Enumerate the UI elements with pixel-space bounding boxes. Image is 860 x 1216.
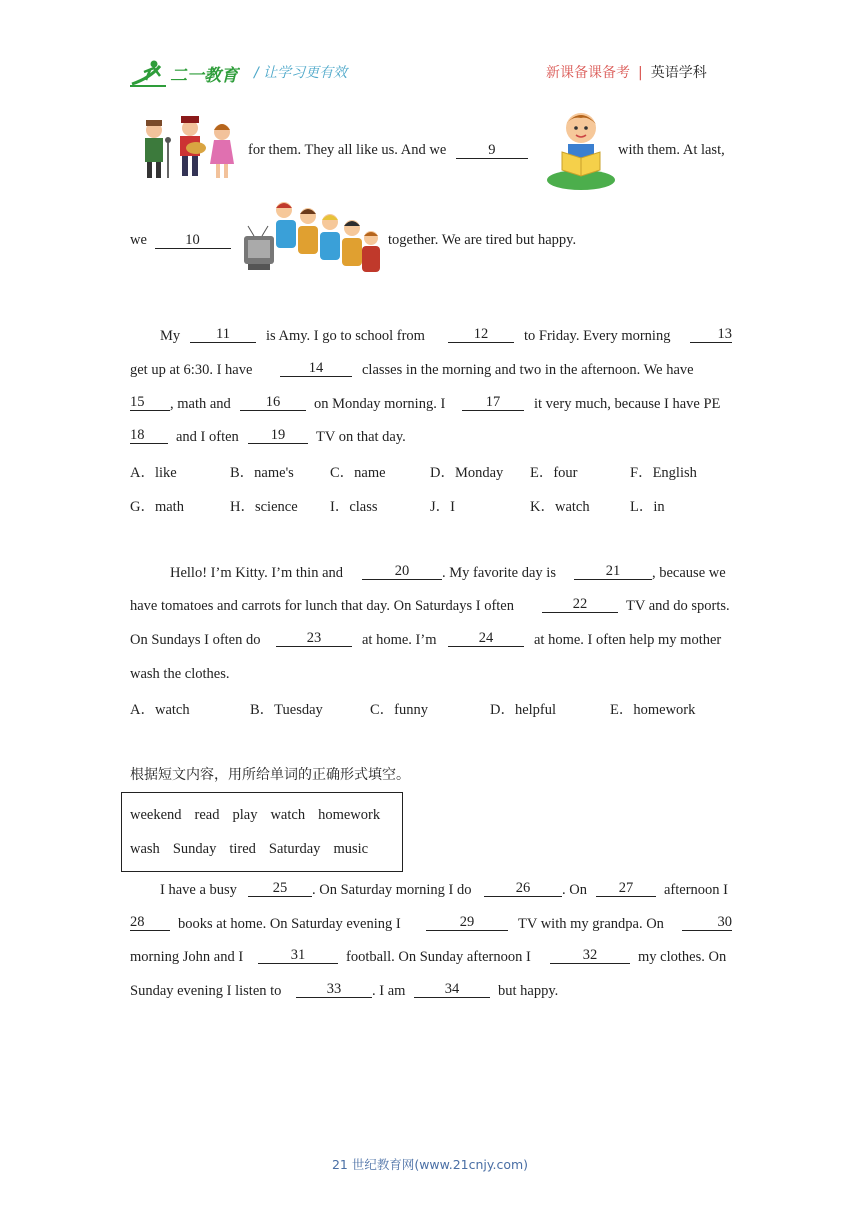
answer-blank-16[interactable]: 16: [240, 394, 306, 411]
story-text: together. We are tired but happy.: [388, 232, 577, 248]
passage-text: books at home. On Saturday evening I: [178, 916, 401, 932]
answer-blank-14[interactable]: 14: [280, 360, 352, 377]
word-bank-box: [121, 792, 403, 872]
option-item: B．Tuesday: [250, 702, 323, 718]
story-text: we: [130, 232, 147, 248]
story-line-2: [130, 230, 732, 250]
option-item: H．science: [230, 499, 298, 515]
answer-blank-32[interactable]: 32: [550, 947, 630, 964]
answer-blank-31[interactable]: 31: [258, 947, 338, 964]
header-course-label: 新课备课备考: [546, 65, 630, 81]
word-bank-item: play: [232, 807, 258, 823]
word-bank-row-2: [130, 841, 381, 858]
word-bank-item: tired: [229, 841, 256, 857]
answer-blank-13[interactable]: 13: [690, 326, 732, 343]
word-bank-item: music: [333, 841, 369, 857]
option-item: K．watch: [530, 499, 590, 515]
option-item: B．name's: [230, 465, 294, 481]
passage-text: My: [160, 328, 181, 344]
word-bank-item: Sunday: [172, 841, 217, 857]
word-bank-row-1: [130, 807, 393, 824]
instruction-text: 根据短文内容，用所给单词的正确形式填空。: [130, 767, 410, 783]
passage-text: . On Saturday morning I do: [312, 882, 472, 898]
passage-text: have tomatoes and carrots for lunch that day. On Saturdays I often: [130, 598, 514, 614]
passage-text: Sunday evening I listen to: [130, 983, 282, 999]
passage-text: TV and do sports.: [626, 598, 730, 614]
option-item: A．watch: [130, 702, 190, 718]
option-item: A．like: [130, 465, 177, 481]
answer-blank-24[interactable]: 24: [448, 630, 524, 647]
option-item: C．name: [330, 465, 386, 481]
option-item: L．in: [630, 499, 665, 515]
page-footer: 21 世纪教育网(www.21cnjy.com): [331, 1157, 529, 1172]
story-text: with them. At last,: [618, 142, 725, 158]
word-bank-item: read: [194, 807, 220, 823]
singing-children-image: [134, 112, 238, 182]
passage-text: TV with my grandpa. On: [518, 916, 664, 932]
answer-blank-22[interactable]: 22: [542, 596, 618, 613]
passage-text: TV on that day.: [316, 429, 406, 445]
answer-blank-28[interactable]: 28: [130, 914, 170, 931]
passage-text: morning John and I: [130, 949, 244, 965]
answer-blank-26[interactable]: 26: [484, 880, 562, 897]
passage-text: classes in the morning and two in the afternoon. We have: [362, 362, 694, 378]
answer-blank-17[interactable]: 17: [462, 394, 524, 411]
passage-text: at home. I often help my mother: [534, 632, 722, 648]
word-bank-item: homework: [318, 807, 381, 823]
answer-blank-19[interactable]: 19: [248, 427, 308, 444]
answer-blank-20[interactable]: 20: [362, 563, 442, 580]
p4-line-3: [130, 947, 732, 967]
passage-text: . My favorite day is: [442, 565, 556, 581]
p3-line-3: [130, 630, 732, 650]
answer-blank-29[interactable]: 29: [426, 914, 508, 931]
site-logo: [130, 58, 240, 88]
story-text: for them. They all like us. And we: [248, 142, 447, 158]
word-bank-item: wash: [130, 841, 160, 857]
answer-blank-30[interactable]: 30: [682, 914, 732, 931]
passage-text: , math and: [170, 396, 231, 412]
passage-text: on Monday morning. I: [314, 396, 446, 412]
answer-blank-21[interactable]: 21: [574, 563, 652, 580]
option-item: G．math: [130, 499, 184, 515]
answer-blank-12[interactable]: 12: [448, 326, 514, 343]
passage-text: football. On Sunday afternoon I: [346, 949, 531, 965]
passage-text: but happy.: [498, 983, 559, 999]
answer-blank-27[interactable]: 27: [596, 880, 656, 897]
passage-text: . I am: [372, 983, 406, 999]
header-separator: |: [638, 65, 643, 81]
passage-text: get up at 6:30. I have: [130, 362, 253, 378]
option-item: J．I: [430, 499, 455, 515]
option-item: D．Monday: [430, 465, 504, 481]
passage-text: and I often: [176, 429, 239, 445]
passage-text: , because we: [652, 565, 726, 581]
p2-line-2: [130, 360, 732, 380]
p3-options: [130, 698, 732, 720]
p3-line-4: wash the clothes.: [130, 666, 230, 682]
p3-line-2: [130, 596, 736, 616]
option-item: I．class: [330, 499, 378, 515]
passage-text: . On: [562, 882, 587, 898]
passage-text: I have a busy: [160, 882, 237, 898]
option-item: C．funny: [370, 702, 428, 718]
header-subject-label: 英语学科: [650, 65, 707, 81]
answer-blank-23[interactable]: 23: [276, 630, 352, 647]
boy-reading-image: [546, 106, 616, 192]
passage-text: Hello! I’m Kitty. I’m thin and: [170, 565, 344, 581]
header-slogan: / 让学习更有效: [254, 65, 348, 81]
passage-text: at home. I’m: [362, 632, 437, 648]
passage-text: it very much, because I have PE: [534, 396, 721, 412]
option-item: E．homework: [610, 702, 696, 718]
word-bank-item: Saturday: [268, 841, 321, 857]
answer-blank-11[interactable]: 11: [190, 326, 256, 343]
passage-text: to Friday. Every morning: [524, 328, 671, 344]
story-line-1: [248, 140, 732, 160]
answer-blank-9[interactable]: 9: [456, 142, 528, 159]
answer-blank-18[interactable]: 18: [130, 427, 168, 444]
answer-blank-15[interactable]: 15: [130, 394, 170, 411]
option-item: F．English: [630, 465, 697, 481]
word-bank-item: watch: [270, 807, 306, 823]
p4-line-4: [130, 981, 732, 1001]
passage-text: afternoon I: [664, 882, 729, 898]
logo-text: 二一教育: [170, 66, 238, 86]
kids-watching-tv-image: [240, 196, 386, 282]
passage-text: On Sundays I often do: [130, 632, 261, 648]
answer-blank-34[interactable]: 34: [414, 981, 490, 998]
header-subject: [546, 62, 707, 82]
p2-options: [130, 461, 732, 521]
answer-blank-33[interactable]: 33: [296, 981, 372, 998]
answer-blank-10[interactable]: 10: [155, 232, 231, 249]
passage-text: is Amy. I go to school from: [266, 328, 425, 344]
option-item: E．four: [530, 465, 578, 481]
passage-text: my clothes. On: [638, 949, 727, 965]
word-bank-item: weekend: [130, 807, 182, 823]
option-item: D．helpful: [490, 702, 557, 718]
answer-blank-25[interactable]: 25: [248, 880, 312, 897]
